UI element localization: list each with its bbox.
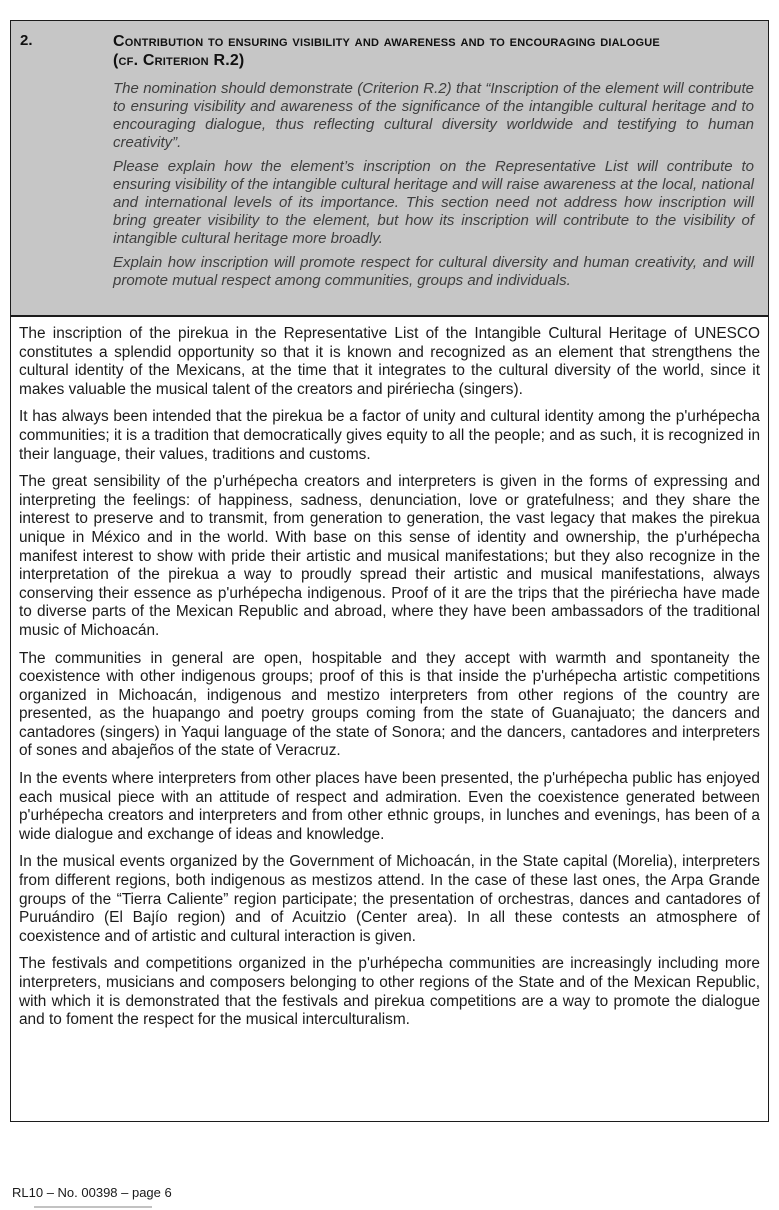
section-number: 2. — [20, 32, 33, 49]
body-paragraph: In the musical events organized by the Government of Michoacán, in the State capital (Morelia), interpreters from different regions, both indigenous as mestizos attend. In the case of these last ones, the Arpa Grande groups of the “Tierra Caliente” region participate; the presentation of orchestras, dances and cantadores of Puruándiro (El Bajío region) and of Acuitzio (Center area). In all these contests an atmosphere of coexistence and of artistic and cultural interaction is given. — [19, 853, 760, 945]
body-paragraph: The communities in general are open, hospitable and they accept with warmth and spontaneity the coexistence with other indigenous groups; proof of this is that inside the p'urhépecha artistic competitions organized in Michoacán, indigenous and mestizo interpreters from other regions of the country are presented, as the huapango and poetry groups coming from the state of Guanajuato; the dancers and cantadores (singers) in Yaqui language of the state of Sonora; and the dancers, cantadores and interpreters of sones and abajeños of the state of Veracruz. — [19, 649, 760, 760]
criterion-header-content — [11, 21, 768, 290]
response-text-box — [10, 316, 769, 1122]
body-paragraph: In the events where interpreters from other places have been presented, the p'urhépecha public has enjoyed each musical piece with an attitude of respect and admiration. Even the coexistence generated between p'urhépecha creators and interpreters and from other ethnic groups, in lunches and evenings, has been of a wide dialogue and exchange of ideas and knowledge. — [19, 770, 760, 843]
criterion-header-box — [10, 20, 769, 316]
section-heading: Contribution to ensuring visibility and awareness and to encouraging dialogue — [113, 33, 660, 50]
body-paragraph: The inscription of the pirekua in the Representative List of the Intangible Cultural Heritage of UNESCO constitutes a splendid opportunity so that it is known and recognized as an element that strengthens the cultural identity of the Mexicans, at the time that it integrates to the cultural diversity of the world, since it makes valuable the musical talent of the creators and pirériecha (singers). — [19, 325, 760, 398]
next-page-box-fragment — [34, 1206, 152, 1210]
instruction-paragraph: Please explain how the element’s inscription on the Representative List will contribute to ensuring visibility of the intangible cultural heritage and will raise awareness at the local, national and international levels of its importance. This section need not address how inscription will bring greater visibility to the element, but how its inscription will contribute to the visibility of intangible cultural heritage more broadly. — [113, 158, 754, 247]
page-footer: RL10 – No. 00398 – page 6 — [12, 1185, 172, 1200]
body-paragraph: It has always been intended that the pirekua be a factor of unity and cultural identity among the p'urhépecha communities; it is a tradition that democratically gives equity to all the people; and as such, it is recognized in their language, their values, traditions and customs. — [19, 408, 760, 463]
instruction-paragraph: The nomination should demonstrate (Criterion R.2) that “Inscription of the element will contribute to ensuring visibility and awareness of the significance of the intangible cultural heritage and to encouraging dialogue, thus reflecting cultural diversity worldwide and testifying to human creativity”. — [113, 80, 754, 151]
instruction-paragraph: Explain how inscription will promote respect for cultural diversity and human creativity, and will promote mutual respect among communities, groups and individuals. — [113, 254, 754, 289]
body-paragraph: The great sensibility of the p'urhépecha creators and interpreters is given in the forms of expressing and interpreting the feelings: of happiness, sadness, denunciation, love or gratefulness; and they share the interest to preserve and to transmit, from generation to generation, the vast legacy that makes the pirekua unique in México and in the world. With base on this sense of identity and ownership, the p'urhépecha manifest interest to show with pride their artistic and musical manifestations; but they also recognize in the interpretation of the pirekua a way to proudly spread their artistic and musical manifestations, always conserving their essence as p'urhépecha indigenous. Proof of it are the trips that the pirériecha have made to diverse parts of the Mexican Republic and abroad, where they have been ambassadors of the traditional music of Michoacán. — [19, 473, 760, 639]
criterion-reference: (cf. Criterion R.2) — [113, 52, 245, 69]
body-paragraph: The festivals and competitions organized in the p'urhépecha communities are increasingly including more interpreters, musicians and composers belonging to other regions of the State and of the Mexican Republic, with which it is demonstrated that the festivals and pirekua competitions are a way to promote the dialogue and to foment the respect for the musical interculturalism. — [19, 955, 760, 1029]
